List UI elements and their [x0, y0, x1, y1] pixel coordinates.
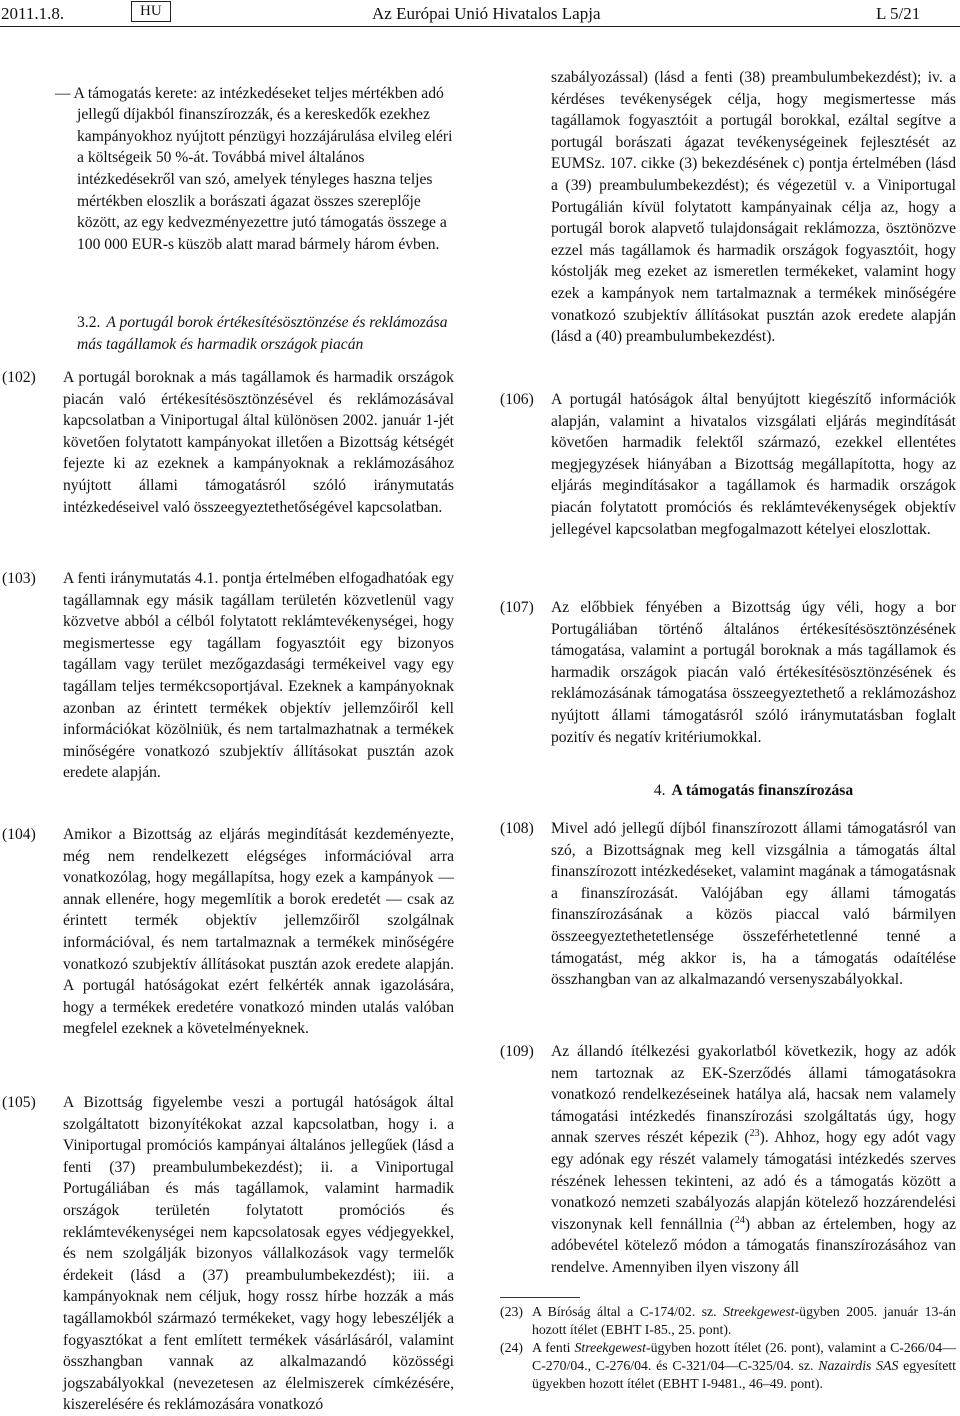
- paragraph-102: [2, 367, 454, 518]
- text-part: Az állandó ítélkezési gyakorlatból következik, hogy az adók nem tartoznak az EK-Szerződés állami támogatásokra vonatkozó rendelkezéseinek hatálya alá, hacsak nem valamely támogatási intézkedés finanszírozási szolgáltatás úgy, hogy annak szerves részét képezik (: [551, 1043, 956, 1147]
- case-name: Streekgewest: [574, 1340, 646, 1355]
- paragraph-text: Amikor a Bizottság az eljárás megindítását kezdeményezte, még nem rendelkezett elégséges információval arra vonatkozólag, hogy megállapítsa, hogy ezek a kampányok — annak ellenére, hogy megemlítik a borok eredetét — csak az érintett termék objektív jellemzőiről szolgálnak információval, és nem tartalmaznak a termékek minőségére vonatkozó szubjektív állításokat pusztán azok eredete alapján. A portugál hatóságokat ezért felkérték annak igazolására, hogy a termékek eredetére vonatkozó minden utalás valóban megfelel ezeknek a követelményeknek.: [63, 826, 454, 1038]
- paragraph-text: A portugál hatóságok által benyújtott kiegészítő információk alapján, valamint a hivatalos vizsgálati eljárás megindítását követően harmadik felektől származó, ezekkel ellentétes megjegyzések hiányában a Bizottság megállapította, hogy az eljárás megindításakor a tagállamok és harmadik országok piacán folytatott promóciós és reklámtevékenységek objektív jellegével kapcsolatban megfogalmazott kételyei eloszlottak.: [551, 391, 956, 538]
- footnote-text: [532, 1303, 956, 1339]
- footnote-24: [500, 1339, 956, 1393]
- section-heading-3-2: [77, 312, 454, 355]
- paragraph-104: [2, 824, 454, 1040]
- footnote-ref[interactable]: 24: [734, 1214, 745, 1226]
- paragraph-text: Mivel adó jellegű díjból finanszírozott állami támogatásról van szó, a Bizottságnak meg kell vizsgálnia a támogatás által finanszírozott intézkedéseket, valamint magának a támogatásnak a finanszírozását. Valójában egy állami támogatás finanszírozásának a közös piaccal való bármilyen összeegyeztethetetlensége összeférhetetlenné tenné a támogatást, még akkor is, ha a támogatás odaítélése összhangban van az alkalmazandó versenyszabályokkal.: [551, 820, 956, 989]
- section-title: A támogatás finanszírozása: [671, 782, 854, 799]
- section-heading-4: [551, 780, 956, 802]
- paragraph-number: (108): [500, 820, 534, 837]
- footnote-part: A fenti: [532, 1340, 575, 1355]
- language-badge: HU: [131, 1, 171, 22]
- page-header: [0, 0, 960, 27]
- dash-item-text: — A támogatás kerete: az intézkedéseket teljes mértékben adó jellegű díjakból finanszírozzák, és a kereskedők ezekhez kampányokhoz nyújtott pénzügyi hozzájárulása elvileg eléri a költségeik 50 %-át. Továbbá mivel általános intézkedésekről van szó, amelyek tényleges haszna teljes mértékben eloszlik a borászati ágazat összes szereplője között, az egy kedvezményezettre jutó támogatás összege a 100 000 EUR-s küszöb alatt marad bármely három évben.: [55, 84, 453, 253]
- footnote-ref[interactable]: 23: [749, 1128, 760, 1140]
- footnote-part: -ügyben 2005. január 13-án hozott ítélet (EBHT I-85., 25. pont).: [532, 1304, 956, 1337]
- paragraph-text: [551, 1041, 956, 1279]
- footnote-number: (23): [500, 1304, 523, 1319]
- paragraph-109: [500, 1041, 956, 1279]
- paragraph-number: (104): [2, 826, 36, 843]
- paragraph-number: (105): [2, 1094, 36, 1111]
- paragraph-text: A Bizottság figyelembe veszi a portugál hatóságok által szolgáltatott bizonyítékokat azzal kapcsolatban, hogy i. a Viniportugal promóciós kampányai általános jellegűek (lásd a fenti (37) preambulumbekezdést); ii. a Viniportugal Portugáliában és más tagállamok, valamint harmadik országok területén folytatott promóciós és reklámtevékenységei nem kapcsolatosak egyes védjegyekkel, és nem szolgálják bizonyos vállalkozások vagy termelők érdekeit (lásd a (37) preambulumbekezdést); iii. a kampányoknak nem céljuk, hogy rossz hírbe hozzák a más tagállamokból származó termékeket, vagy hogy lebeszéljék a fogyasztókat a fent említett termékek vásárlásáról, valamint összhangban vannak az alkalmazandó közösségi jogszabályokkal (nevezetesen az élelmiszerek címkézésére, kiszerelésére és reklámozására vonatkozó: [63, 1094, 454, 1414]
- footnote-23: [500, 1303, 956, 1339]
- journal-title: Az Európai Unió Hivatalos Lapja: [372, 4, 601, 23]
- paragraph-text: A fenti iránymutatás 4.1. pontja értelmében elfogadhatóak egy tagállamnak egy másik tagállam területén közvetlenül vagy közvetve abból a célból folytatott reklámtevékenységei, hogy megismertesse egy tagállam fogyasztóit egy bizonyos tagállam vagy terület mezőgazdasági termékeivel vagy egy tagállam teljes termékcsoportjával. Ezeknek a kampányoknak azonban az érintett termékek objektív jellemzőiről kell információkat közölniük, és nem tartalmazhatnak a termékek minőségére vonatkozó szubjektív állításokat pusztán azok eredete alapján.: [63, 570, 454, 782]
- paragraph-106: [500, 389, 956, 540]
- case-name: Nazairdis SAS: [818, 1358, 899, 1373]
- paragraph-number: (107): [500, 599, 534, 616]
- paragraph-105-continuation: [551, 67, 956, 348]
- text-part: ). Ahhoz, hogy egy adót vagy egy adónak egy részét valamely támogatási intézkedés szerves részének lehessen tekinteni, az adó és a támogatás között a vonatkozó nemzeti szabályozás alapján kötelező hozzárendelési viszonynak kell fennállnia (: [551, 1129, 956, 1233]
- paragraph-103: [2, 568, 454, 784]
- footnote-divider: [500, 1297, 580, 1298]
- footnote-part: -ügyben hozott ítélet (26. pont), valamint a C-266/04—C-270/04., C-276/04. és C-321/04—C-325/04. sz.: [532, 1340, 956, 1373]
- paragraph-107: [500, 597, 956, 748]
- footnote-part: egyesített ügyekben hozott ítélet (EBHT I-9481., 46–49. pont).: [532, 1358, 957, 1391]
- footnote-part: A Bíróság által a C-174/02. sz.: [532, 1304, 724, 1319]
- paragraph-105: [2, 1092, 454, 1416]
- text-part: ) abban az értelemben, hogy az adóbevétel kötelező módon a támogatás finanszírozásához van rendelve. Amennyiben ilyen viszony áll: [551, 1215, 956, 1276]
- paragraph-number: (102): [2, 369, 36, 386]
- case-name: Streekgewest: [723, 1304, 795, 1319]
- footnote-number: (24): [500, 1340, 523, 1355]
- section-number: 4.: [653, 782, 666, 799]
- page-reference: L 5/21: [876, 4, 921, 23]
- section-number: 3.2.: [77, 314, 101, 331]
- paragraph-108: [500, 818, 956, 991]
- footnote-text: [532, 1339, 956, 1393]
- paragraph-number: (106): [500, 391, 534, 408]
- paragraph-number: (103): [2, 570, 36, 587]
- continuation-text: szabályozással) (lásd a fenti (38) preambulumbekezdést); iv. a kérdéses tevékenységek célja, hogy megismertesse más tagállamok fogyasztóit a portugál borokkal, ezáltal segítve a portugál borászati ágazat tevékenységeinek fejlesztését az EUMSz. 107. cikke (3) bekezdésének c) pontja értelmében (lásd a (39) preambulumbekezdést); és végezetül v. a Viniportugal Portugálián kívül folytatott kampányainak célja az, hogy a portugál borok alapvető tulajdonságait reklámozza, ösztönözve ezzel más tagállamok és harmadik országok fogyasztóit, hogy kóstolják meg ezeket az ismeretlen termékeket, valamint hogy ezek a kampányok nem tartalmaznak a termékek minőségére vonatkozó szubjektív állításokat pusztán azok eredete alapján (lásd a (40) preambulumbekezdést).: [551, 69, 956, 346]
- section-title: A portugál borok értékesítésösztönzése és reklámozása más tagállamok és harmadik országok piacán: [77, 314, 448, 353]
- paragraph-text: A portugál boroknak a más tagállamok és harmadik országok piacán való értékesítésösztönzésével és reklámozásával kapcsolatban a Viniportugal által különösen 2002. január 1-jét követően folytatott kampányokat illetően a Bizottság kétségét fejezte ki az ezeknek a kampányoknak a reklámozásához nyújtott állami támogatásról szóló iránymutatás intézkedéseivel való összeegyeztethetőségével kapcsolatban.: [63, 369, 454, 516]
- paragraph-text: Az előbbiek fényében a Bizottság úgy véli, hogy a bor Portugáliában történő általános értékesítésösztönzésének támogatása, valamint a portugál boroknak a más tagállamok és harmadik országok piacán való értékesítésösztönzésének és reklámozásának támogatása összeegyeztethető a reklámozáshoz nyújtott állami támogatásról szóló iránymutatásban foglalt pozitív és negatív kritériumokkal.: [551, 599, 956, 746]
- dash-item: [55, 67, 454, 271]
- publication-date: 2011.1.8.: [1, 4, 65, 23]
- paragraph-number: (109): [500, 1043, 534, 1060]
